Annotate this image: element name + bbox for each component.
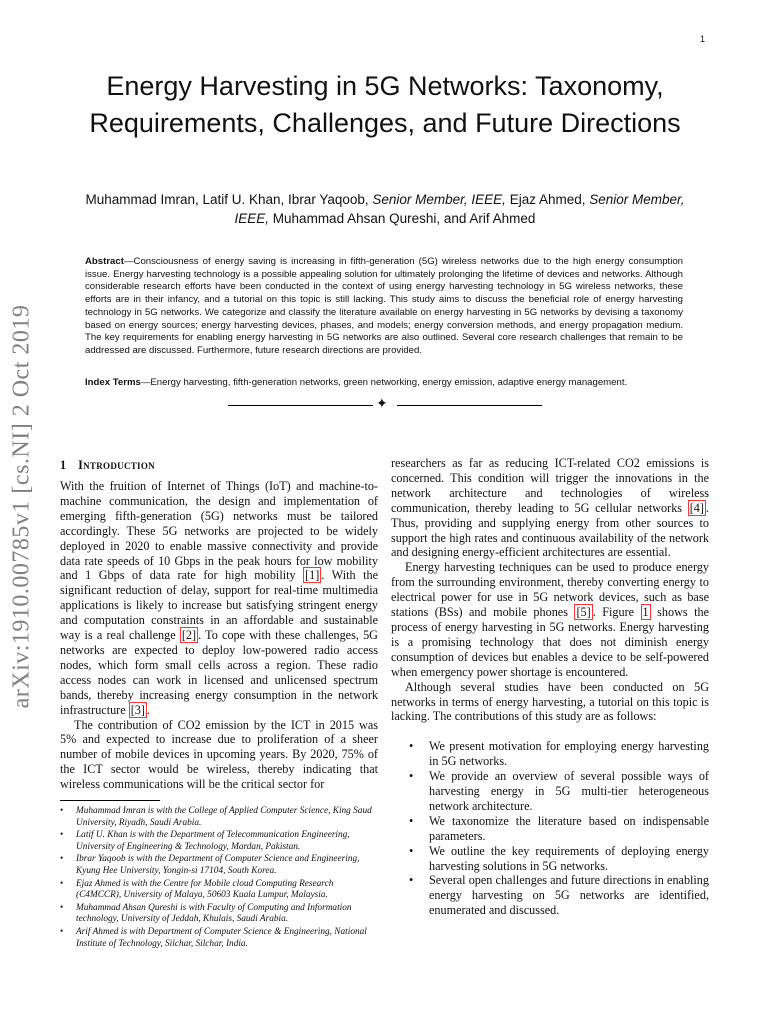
text-run: . With the significant reduction of delay, support for real-time multimedia applications is likely to increase but satisfying stringent energy and computation constraints in an affordable and sustainable way is a real challenge (60, 568, 378, 643)
section-number: 1 (60, 458, 67, 472)
list-item: • We present motivation for employing energy harvesting in 5G networks. (391, 739, 709, 769)
intro-paragraph-5: Although several studies have been conducted on 5G networks in terms of energy harvesting, a tutorial on this topic is lacking. The contributions of this study are as follows: (391, 679, 709, 724)
intro-paragraph-4 (391, 560, 709, 679)
text-run: . Thus, providing and supplying energy from other sources to support the high rates and continuous availability of the network and designing energy-efficient architectures are essential. (391, 500, 709, 560)
index-terms-text: —Energy harvesting, fifth-generation networks, green networking, energy emission, adaptive energy management. (140, 377, 628, 388)
separator-line-left (228, 405, 373, 406)
abstract-text: —Consciousness of energy saving is increasing in fifth-generation (5G) wireless networks due to the high energy consumption issue. Energy harvesting technology is a possible appealing solution for ultimately prolonging the lifetime of devices and networks. Although considerable research efforts have been conducted in the context of using energy harvesting technology in 5G wireless networks, these efforts are in their infancy, and a tutorial on this topic is still lacking. This study aims to discuss the beneficial role of energy harvesting technology in 5G networks. We categorize and classify the literature available on energy harvesting in 5G networks by devising a taxonomy based on energy sources; energy harvesting devices, phases, and models; energy conversion methods, and energy propagation medium. The key requirements for enabling energy harvesting in 5G networks are also outlined. Several core research challenges that remain to be addressed are discussed. Furthermore, future research directions are provided. (85, 256, 683, 356)
affiliation-footnotes (60, 806, 378, 951)
authors-part-2: Ejaz Ahmed, (505, 192, 590, 207)
text-run: . To cope with these challenges, 5G networks are expected to deploy low-powered radio access nodes, which form small cells across a region. These radio access nodes can work in licensed and unlicensed spectrum bands, thereby increasing energy consumption in the network infrastructure (60, 628, 378, 717)
separator-diamond-icon: ✦ (376, 397, 388, 412)
text-run: . (146, 702, 150, 717)
list-item: • We outline the key requirements of deploying energy harvesting solutions in 5G networks. (391, 844, 709, 874)
paper-title: Energy Harvesting in 5G Networks: Taxonomy, Requirements, Challenges, and Future Directions (89, 71, 681, 138)
list-item: • Several open challenges and future directions in enabling energy harvesting on 5G networks are identified, enumerated and discussed. (391, 873, 709, 918)
footnote-item: • Muhammad Ahsan Qureshi is with Faculty of Computing and Information technology, University of Jeddah, Khulais, Saudi Arabia. (60, 903, 378, 926)
citation-link-2[interactable]: [2] (181, 628, 197, 643)
figure-link-1[interactable]: 1 (642, 605, 649, 620)
text-run: researchers as far as reducing ICT-related CO2 emissions is concerned. This condition will trigger the innovations in the network architecture and technologies of wireless communication, thereby leading to 5G cellular networks (391, 456, 709, 515)
citation-link-3[interactable]: [3] (130, 702, 145, 717)
footnote-item: • Ibrar Yaqoob is with the Department of Computer Science and Engineering, Kyung Hee University, Yongin-si 17104, South Korea. (60, 854, 378, 877)
intro-paragraph-2: The contribution of CO2 emission by the ICT in 2015 was 5% and expected to increase due to proliferation of a sheer number of mobile devices in upcoming years. By 2020, 75% of the ICT sector would be wireless, thereby indicating that wireless communications will be the critical sector for (60, 717, 378, 792)
section-title: Introduction (78, 458, 155, 472)
intro-paragraph-3 (391, 456, 709, 560)
citation-link-4[interactable]: [4] (689, 500, 704, 515)
page-number: 1 (700, 34, 706, 44)
text-run: With the fruition of Internet of Things (IoT) and machine-to-machine communication, the design and implementation of emerging fifth-generation (5G) networks must be tailored accordingly. These 5G networks are projected to be widely deployed in 2020 to enable massive connectivity and provide data rate speeds of 10 Gbps in the peak hours for low mobility and 1 Gbps of data rate for high mobility (60, 479, 378, 583)
section-heading (60, 456, 378, 474)
author-role-2: Senior Member, IEEE, (234, 192, 685, 226)
footnote-item: • Latif U. Khan is with the Department of Telecommunication Engineering, University of Engineering & Technology, Mardan, Pakistan. (60, 830, 378, 853)
abstract-label: Abstract (85, 256, 124, 267)
authors-part-1: Muhammad Imran, Latif U. Khan, Ibrar Yaqoob, (85, 192, 373, 207)
index-terms-label: Index Terms (85, 377, 141, 388)
text-run: Energy harvesting techniques can be used to produce energy from the surrounding environment, thereby converting energy to electrical power for use in 5G network devices, such as base stations (BSs) and mobile phones (391, 560, 709, 620)
footnote-rule (60, 800, 160, 801)
arxiv-stamp-text: arXiv:1910.00785v1 [cs.NI] 2 Oct 2019 (8, 304, 35, 708)
footnote-item: • Muhammad Imran is with the College of Applied Computer Science, King Saud University, Riyadh, Saudi Arabia. (60, 806, 378, 829)
abstract (85, 256, 683, 358)
authors-part-3: Muhammad Ahsan Qureshi, and Arif Ahmed (269, 211, 536, 226)
author-list (80, 190, 690, 228)
arxiv-stamp (2, 290, 42, 722)
list-item: • We taxonomize the literature based on indispensable parameters. (391, 814, 709, 844)
separator-line-right (397, 405, 542, 406)
citation-link-1[interactable]: [1] (305, 568, 320, 583)
section-separator (228, 397, 542, 415)
list-item: • We provide an overview of several possible ways of harvesting energy in 5G multi-tier heterogeneous network architecture. (391, 769, 709, 814)
right-column (391, 456, 709, 918)
contributions-list (391, 739, 709, 918)
footnote-item: • Arif Ahmed is with Department of Computer Science & Engineering, National Institute of Technology, Silchar, Silchar, India. (60, 927, 378, 950)
author-role-1: Senior Member, IEEE, (372, 192, 506, 207)
text-run: shows the process of energy harvesting in 5G networks. Energy harvesting is a promising technology that does not diminish energy consumption of devices but enables a device to be self-powered when emergency power shortage is encountered. (391, 605, 709, 679)
text-run: . Figure (592, 605, 641, 620)
left-column (60, 456, 378, 792)
citation-link-5[interactable]: [5] (576, 605, 591, 620)
footnote-item: • Ejaz Ahmed is with the Centre for Mobile cloud Computing Research (C4MCCR), University of Malaya, 50603 Kuala Lumpur, Malaysia. (60, 879, 378, 902)
intro-paragraph-1 (60, 479, 378, 718)
index-terms (85, 377, 683, 390)
